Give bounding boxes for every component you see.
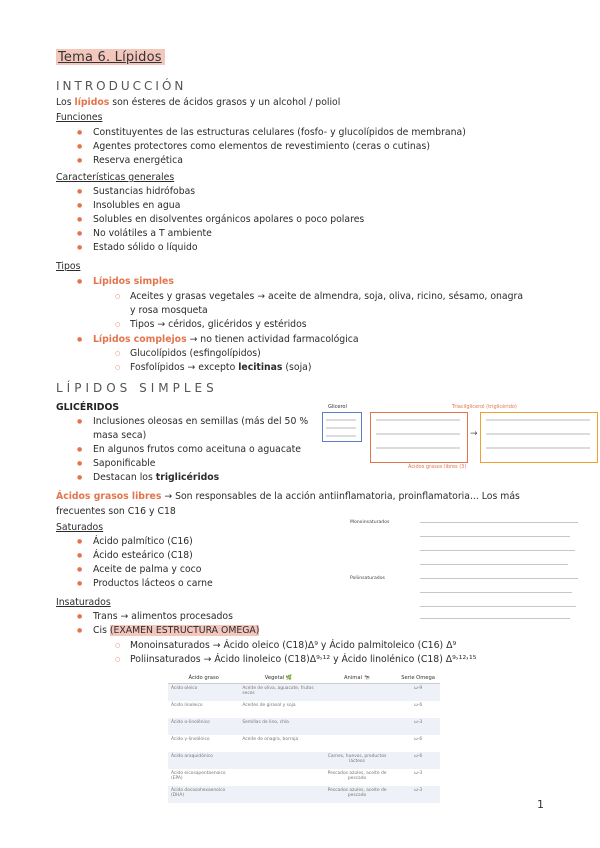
intro-sentence — [56, 96, 340, 110]
fatty-acids-label: Ácidos grasos libres (3) — [408, 464, 467, 470]
table-cell: Aceite de oliva, aguacate, frutos secos — [239, 684, 317, 701]
list-item — [93, 624, 259, 638]
fig-label-mono: Monoinsaturados — [350, 520, 390, 525]
list-item — [93, 333, 359, 347]
cis-prefix: Cis — [93, 625, 110, 636]
table-cell: Aceite de onagra, borraja — [242, 736, 299, 742]
list-item — [130, 361, 312, 375]
table-cell: Ácido araquidónico — [168, 752, 239, 769]
structure-line — [420, 564, 568, 565]
funciones-list — [93, 126, 466, 168]
table-cell: ω-3 — [414, 770, 423, 776]
caracteristicas-list — [93, 185, 364, 255]
structure-line — [420, 606, 576, 607]
structure-line — [420, 536, 570, 537]
table-cell: Pescados azules, aceite de pescado — [327, 770, 387, 781]
table-cell — [318, 701, 396, 718]
table-cell — [318, 735, 396, 752]
table-row — [168, 769, 440, 786]
table-cell — [239, 786, 317, 803]
structure-line — [420, 550, 575, 551]
list-item-continuation: masa seca) — [93, 430, 147, 441]
list-item: ● Reserva energética — [93, 154, 466, 168]
table-header: Serie Omega — [396, 673, 440, 684]
structure-line — [420, 522, 578, 523]
structure-line — [420, 618, 570, 619]
list-item: ○ Monoinsaturados → Ácido oleico (C18)Δ⁹ y Ácido palmitoleico (C16) Δ⁹ — [130, 639, 477, 653]
structure-line — [420, 578, 578, 579]
complejos-label: Lípidos complejos — [93, 334, 187, 345]
list-item: ● En algunos frutos como aceituna o aguacate — [93, 443, 308, 457]
lecitinas-bold: lecitinas — [238, 362, 283, 373]
acidos-line2: frecuentes son C16 y C18 — [56, 506, 176, 517]
list-item — [93, 275, 174, 289]
table-cell: Ácido eicosapentaenoico (EPA) — [171, 770, 226, 781]
triglyceride-diagram — [320, 404, 600, 472]
list-item: ● Ácido esteárico (C18) — [93, 549, 213, 563]
structure-line — [420, 592, 572, 593]
table-cell — [318, 718, 396, 735]
page-number: 1 — [537, 798, 544, 811]
tipos-list-2 — [93, 333, 359, 347]
table-cell: Ácido α-linolénico — [168, 718, 239, 735]
arrow-icon: → — [470, 429, 478, 439]
list-item: ○ Poliinsaturados → Ácido linoleico (C18)Δ⁹˒¹² y Ácido linolénico (C18) Δ⁹˒¹²˒¹⁵ — [130, 653, 477, 667]
page-title: Tema 6. Lípidos — [56, 49, 165, 65]
trigliceridos-label: Triacilglicerol (triglicérido) — [452, 404, 517, 410]
caracteristicas-heading: Características generales — [56, 172, 175, 183]
list-item: ● Solubles en disolventes orgánicos apolares o poco polares — [93, 213, 364, 227]
table-cell: Ácido docosahexaenoico (DHA) — [168, 786, 239, 803]
acidos-line1-rest: → Son responsables de la acción antiinflamatoria, proinflamatoria... Los más — [161, 491, 520, 502]
table-cell: ω-6 — [414, 736, 423, 742]
complejos-sublist — [130, 347, 312, 375]
table-header: Animal 🐄 — [318, 673, 396, 684]
tipos-list — [93, 275, 174, 289]
list-item: ● Sustancias hidrófobas — [93, 185, 364, 199]
saturados-list — [93, 535, 213, 591]
simples-sublist — [130, 290, 523, 332]
table-cell: Ácido oleico — [168, 684, 239, 701]
tipos-heading: Tipos — [56, 261, 81, 272]
list-item: ● Ácido palmítico (C16) — [93, 535, 213, 549]
trigliceridos-bold: triglicéridos — [155, 472, 220, 483]
list-item: ● No volátiles a T ambiente — [93, 227, 364, 241]
complejos-rest: → no tienen actividad farmacológica — [186, 334, 359, 345]
insaturados-list — [93, 610, 259, 638]
table-cell: ω-6 — [414, 702, 423, 708]
intro-heading: INTRODUCCIÓN — [56, 79, 187, 93]
list-item: ● Inclusiones oleosas en semillas (más del 50 % — [93, 415, 308, 429]
gliceridos-list — [93, 415, 308, 485]
saturados-heading: Saturados — [56, 522, 104, 533]
table-row — [168, 752, 440, 769]
list-item: ○ Glucolípidos (esfingolípidos) — [130, 347, 312, 361]
intro-prefix: Los — [56, 97, 75, 108]
list-item: ● Saponificable — [93, 457, 308, 471]
table-row — [168, 718, 440, 735]
table-cell: ω-3 — [396, 718, 440, 735]
table-cell: Aceites de girasol y soja — [242, 702, 296, 708]
list-item: ● Aceite de palma y coco — [93, 563, 213, 577]
fatty-acid-structures-figure — [350, 514, 582, 624]
list-item-continuation: y rosa mosqueta — [130, 305, 208, 316]
g-item4-prefix: Destacan los — [93, 472, 156, 483]
intro-keyword: lípidos — [74, 97, 110, 108]
list-item: ○ Tipos → céridos, glicéridos y estéridos — [130, 318, 523, 332]
table-row — [168, 701, 440, 718]
table-cell — [239, 769, 317, 786]
cis-sublist — [130, 639, 477, 667]
table-row — [168, 735, 440, 752]
table-header: Ácido graso — [168, 673, 239, 684]
simples-label: Lípidos simples — [93, 276, 174, 287]
list-item: ● Agentes protectores como elementos de revestimiento (ceras o cutinas) — [93, 140, 466, 154]
chain-lines-svg — [320, 404, 600, 472]
table-cell: ω-3 — [396, 786, 440, 803]
list-item: ● Trans → alimentos procesados — [93, 610, 259, 624]
table-cell — [239, 752, 317, 769]
list-item: ● Constituyentes de las estructuras celulares (fosfo- y glucolípidos de membrana) — [93, 126, 466, 140]
list-item — [93, 471, 308, 485]
table-cell: Carnes, huevos, productos lácteos — [318, 752, 396, 769]
table-cell: Pescados azules, aceite de pescado — [318, 786, 396, 803]
insaturados-heading: Insaturados — [56, 597, 111, 608]
table-row — [168, 684, 440, 701]
table-cell — [318, 684, 396, 701]
glicerol-label: Glicerol — [328, 404, 347, 410]
table-cell: ω-9 — [396, 684, 440, 701]
table-cell: Semillas de lino, chía — [239, 718, 317, 735]
gliceridos-heading: GLICÉRIDOS — [56, 402, 120, 413]
list-item: ● Estado sólido o líquido — [93, 241, 364, 255]
table-header: Vegetal 🌿 — [239, 673, 317, 684]
funciones-heading: Funciones — [56, 112, 103, 123]
table-cell: Ácido linoleico — [171, 702, 203, 708]
acidos-line1 — [56, 490, 520, 504]
complejos-sub2-suffix: (soja) — [282, 362, 312, 373]
fig-label-poli: Poliinsaturados — [350, 576, 385, 581]
cis-highlight: (EXAMEN ESTRUCTURA OMEGA) — [109, 625, 260, 636]
table-header-row — [168, 673, 440, 684]
list-item: ○ Aceites y grasas vegetales → aceite de almendra, soja, oliva, ricino, sésamo, onagra — [130, 290, 523, 304]
table-cell: Ácido γ-linolénico — [171, 736, 210, 742]
list-item: ● Insolubles en agua — [93, 199, 364, 213]
table-row — [168, 786, 440, 803]
table-cell: ω-6 — [396, 752, 440, 769]
complejos-sub2-prefix: Fosfolípidos → excepto — [130, 362, 239, 373]
acidos-keyword: Ácidos grasos libres — [56, 491, 162, 502]
lipidos-simples-heading: LÍPIDOS SIMPLES — [56, 381, 218, 395]
omega-table — [168, 673, 440, 803]
list-item: ● Productos lácteos o carne — [93, 577, 213, 591]
intro-rest: son ésteres de ácidos grasos y un alcohol / poliol — [109, 97, 341, 108]
